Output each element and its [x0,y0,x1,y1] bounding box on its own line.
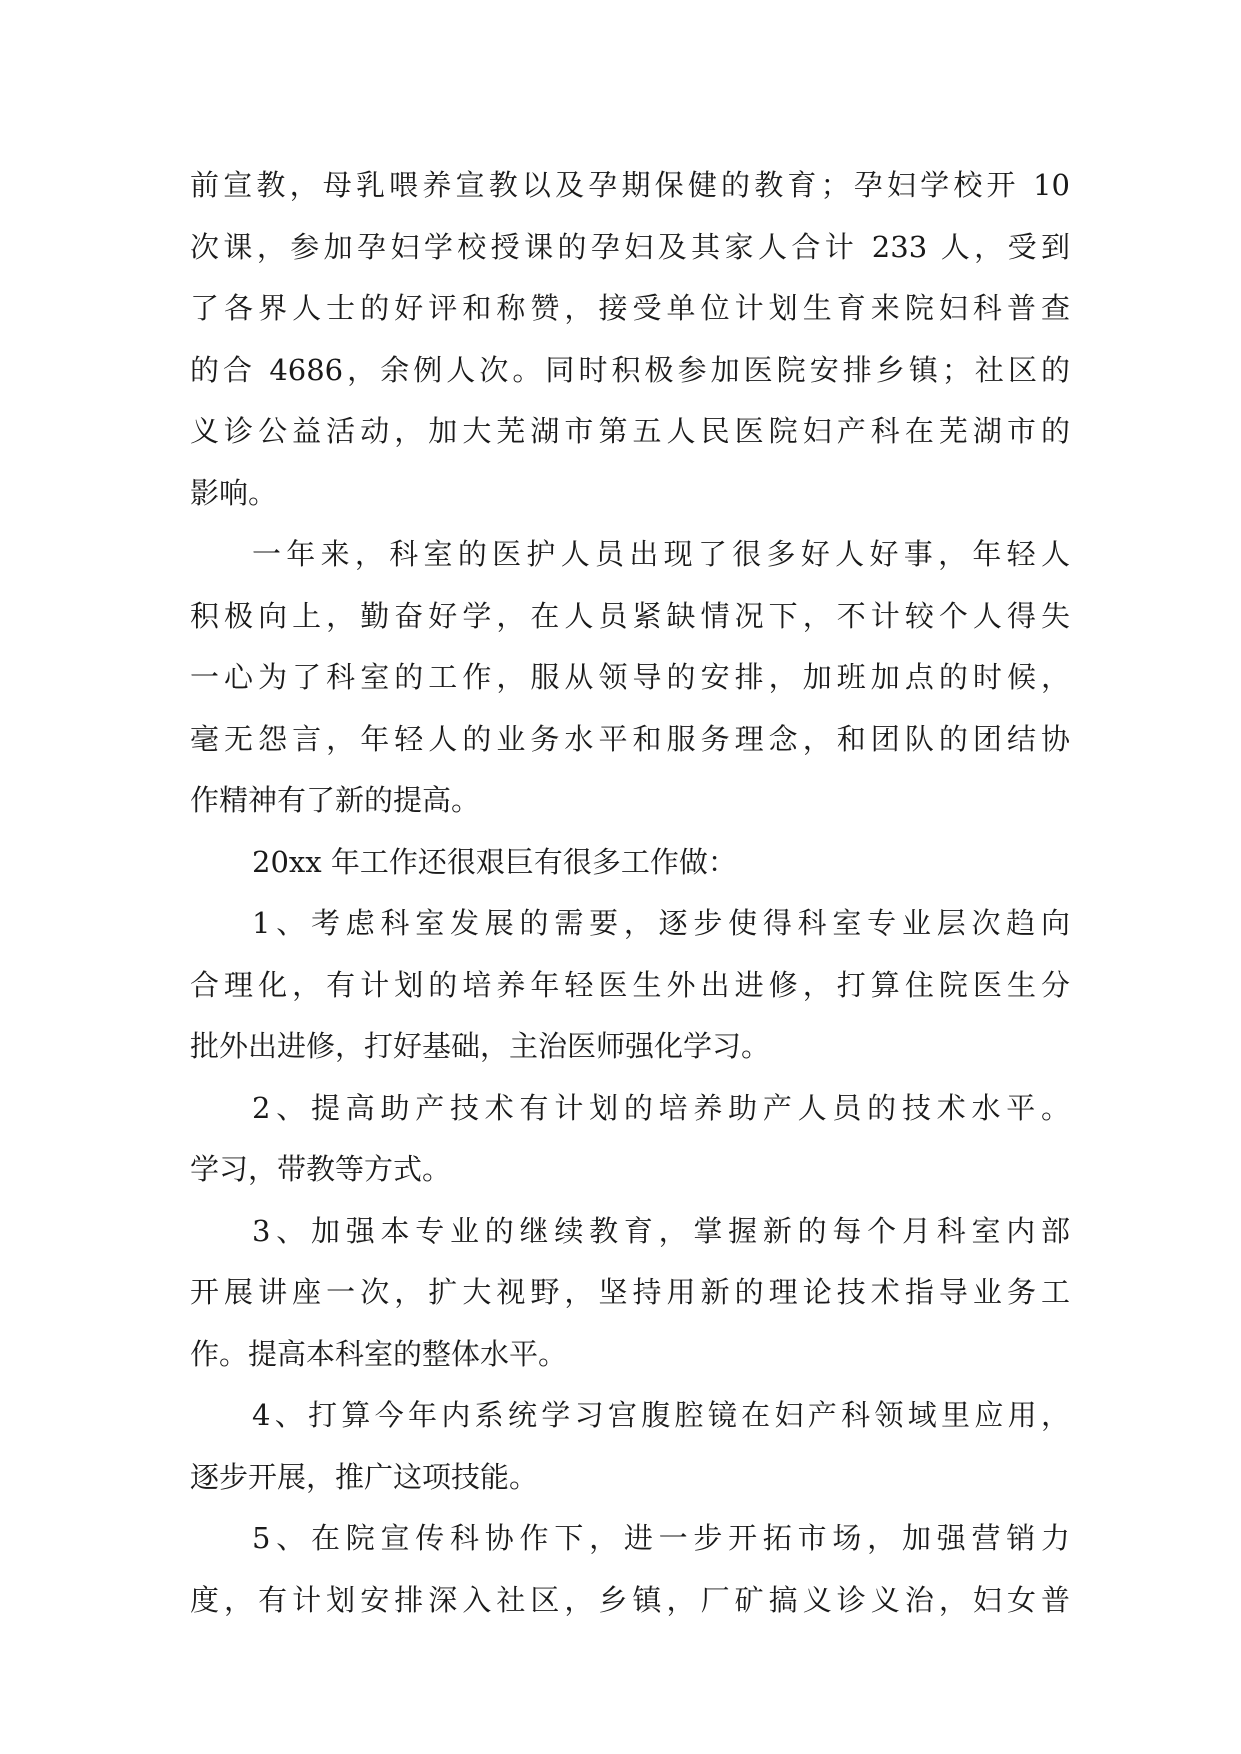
text-line: 作。提高本科室的整体水平。 [190,1336,568,1371]
text-line: 合理化，有计划的培养年轻医生外出进修，打算住院医生分 [190,967,1070,1002]
text-line: 作精神有了新的提高。 [190,783,481,817]
text-line: 次课，参加孕妇学校授课的孕妇及其家人合计 233 人，受到 [190,229,1070,264]
text-line: 开展讲座一次，扩大视野，坚持用新的理论技术指导业务工 [190,1275,1070,1309]
paragraph-1 [190,155,1070,524]
text-line: 5、在院宣传科协作下，进一步开拓市场，加强营销力 [252,1521,1070,1555]
document-body [190,155,1070,1631]
text-line: 一年来，科室的医护人员出现了很多好人好事，年轻人 [252,537,1070,571]
text-line: 批外出进修，打好基础，主治医师强化学习。 [190,1029,771,1063]
paragraph-3 [190,832,1070,894]
text-line: 2、提高助产技术有计划的培养助产人员的技术水平。 [252,1090,1070,1125]
paragraph-2 [190,524,1070,832]
paragraph-4 [190,893,1070,1078]
paragraph-5 [190,1078,1070,1201]
text-line: 的合 4686，余例人次。同时积极参加医院安排乡镇；社区的 [190,352,1070,387]
text-line: 了各界人士的好评和称赞，接受单位计划生育来院妇科普查 [190,291,1070,325]
paragraph-6 [190,1201,1070,1386]
text-line: 积极向上，勤奋好学，在人员紧缺情况下，不计较个人得失 [190,598,1070,633]
text-line: 20xx 年工作还很艰巨有很多工作做： [252,844,737,879]
text-line: 度，有计划安排深入社区，乡镇，厂矿搞义诊义治，妇女普 [190,1582,1070,1617]
text-line: 1、考虑科室发展的需要，逐步使得科室专业层次趋向 [252,906,1070,940]
paragraph-8 [190,1508,1070,1631]
paragraph-7 [190,1385,1070,1508]
text-line: 义诊公益活动，加大芜湖市第五人民医院妇产科在芜湖市的 [190,414,1070,448]
text-line: 3、加强本专业的继续教育，掌握新的每个月科室内部 [252,1213,1070,1248]
text-line: 前宣教，母乳喂养宣教以及孕期保健的教育；孕妇学校开 10 [190,168,1070,202]
text-line: 毫无怨言，年轻人的业务水平和服务理念，和团队的团结协 [190,721,1070,756]
text-line: 影响。 [190,475,278,510]
text-line: 4、打算今年内系统学习宫腹腔镜在妇产科领域里应用， [252,1398,1070,1432]
text-line: 一心为了科室的工作，服从领导的安排，加班加点的时候， [190,660,1070,694]
text-line: 学习，带教等方式。 [190,1152,452,1186]
text-line: 逐步开展，推广这项技能。 [190,1459,539,1494]
